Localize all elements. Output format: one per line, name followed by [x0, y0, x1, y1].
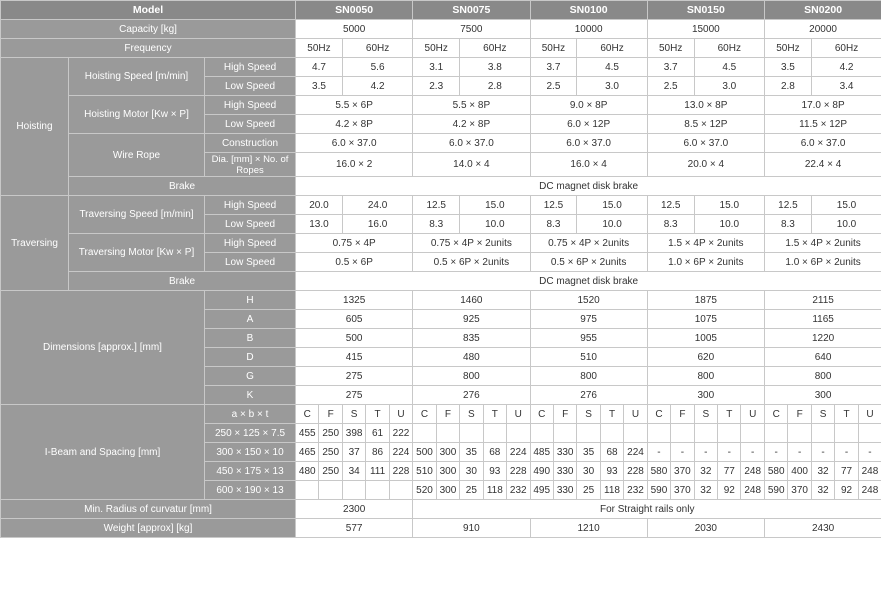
frequency-50hz: 50Hz	[530, 39, 577, 58]
traversing-speed-high-value: 15.0	[460, 196, 530, 215]
traversing-speed-low-value: 8.3	[647, 215, 694, 234]
weight-value: 2030	[647, 519, 764, 538]
ibeam-value: 590	[764, 481, 787, 500]
ibeam-value: 118	[483, 481, 506, 500]
dimension-value: 975	[530, 310, 647, 329]
ibeam-value	[483, 424, 506, 443]
ibeam-col-t: T	[718, 405, 741, 424]
traversing-motor-low-value: 0.5 × 6P	[296, 253, 413, 272]
frequency-50hz: 50Hz	[413, 39, 460, 58]
rope-dia-label: Dia. [mm] × No. of Ropes	[205, 153, 296, 177]
capacity-value: 5000	[296, 20, 413, 39]
weight-value: 577	[296, 519, 413, 538]
hoisting-motor-high-value: 9.0 × 8P	[530, 96, 647, 115]
traversing-speed-high-value: 12.5	[764, 196, 811, 215]
traversing-motor-low-value: 0.5 × 6P × 2units	[530, 253, 647, 272]
hoisting-speed-low-value: 2.5	[530, 77, 577, 96]
ibeam-value: 330	[553, 481, 576, 500]
traversing-motor-high-value: 1.5 × 4P × 2units	[647, 234, 764, 253]
ibeam-value: 500	[413, 443, 436, 462]
ibeam-value: 398	[342, 424, 365, 443]
ibeam-value: -	[718, 443, 741, 462]
ibeam-value: 118	[600, 481, 623, 500]
ibeam-value: 86	[366, 443, 389, 462]
ibeam-value: 248	[741, 462, 764, 481]
ibeam-value	[811, 424, 834, 443]
dimensions-label: Dimensions [approx.] [mm]	[1, 291, 205, 405]
traversing-speed-high-value: 15.0	[577, 196, 647, 215]
ibeam-value	[858, 424, 881, 443]
ibeam-value	[647, 424, 670, 443]
capacity-value: 15000	[647, 20, 764, 39]
ibeam-value: 92	[718, 481, 741, 500]
hoisting-speed-low-value: 3.0	[694, 77, 764, 96]
traversing-motor-low-value: 0.5 × 6P × 2units	[413, 253, 530, 272]
ibeam-value	[600, 424, 623, 443]
ibeam-col-u: U	[858, 405, 881, 424]
ibeam-value: 370	[671, 481, 694, 500]
ibeam-value: 34	[342, 462, 365, 481]
dimension-value: 1875	[647, 291, 764, 310]
ibeam-col-s: S	[694, 405, 717, 424]
ibeam-value: 490	[530, 462, 553, 481]
ibeam-value	[694, 424, 717, 443]
ibeam-value: 590	[647, 481, 670, 500]
hoisting-motor-high-value: 13.0 × 8P	[647, 96, 764, 115]
low-speed-label: Low Speed	[205, 253, 296, 272]
ibeam-value: 250	[319, 443, 342, 462]
ibeam-value: -	[788, 443, 811, 462]
hoisting-motor-high-value: 5.5 × 8P	[413, 96, 530, 115]
traversing-motor-low-value: 1.0 × 6P × 2units	[647, 253, 764, 272]
dimension-value: 2115	[764, 291, 881, 310]
dimension-value: 1520	[530, 291, 647, 310]
ibeam-value	[460, 424, 483, 443]
ibeam-size-label: 250 × 125 × 7.5	[205, 424, 296, 443]
hoisting-speed-low-value: 3.0	[577, 77, 647, 96]
low-speed-label: Low Speed	[205, 215, 296, 234]
hoisting-brake-value: DC magnet disk brake	[296, 177, 881, 196]
ibeam-value: 232	[624, 481, 647, 500]
traversing-brake-label: Brake	[69, 272, 296, 291]
hoisting-speed-high-value: 3.1	[413, 58, 460, 77]
traversing-motor-low-value: 1.0 × 6P × 2units	[764, 253, 881, 272]
traversing-motor-high-value: 0.75 × 4P	[296, 234, 413, 253]
low-speed-label: Low Speed	[205, 77, 296, 96]
ibeam-value: 580	[647, 462, 670, 481]
model-header: Model	[1, 1, 296, 20]
ibeam-value	[764, 424, 787, 443]
ibeam-value: -	[694, 443, 717, 462]
ibeam-value: 77	[835, 462, 858, 481]
hoisting-speed-low-value: 2.5	[647, 77, 694, 96]
ibeam-value: -	[811, 443, 834, 462]
dimension-value: 300	[647, 386, 764, 405]
hoisting-speed-high-value: 3.5	[764, 58, 811, 77]
rope-construction-value: 6.0 × 37.0	[647, 134, 764, 153]
ibeam-value: 30	[577, 462, 600, 481]
ibeam-col-s: S	[577, 405, 600, 424]
hoisting-speed-low-value: 2.8	[460, 77, 530, 96]
dimension-value: 1325	[296, 291, 413, 310]
ibeam-col-s: S	[811, 405, 834, 424]
ibeam-value	[436, 424, 459, 443]
ibeam-value: -	[835, 443, 858, 462]
hoisting-motor-low-value: 6.0 × 12P	[530, 115, 647, 134]
ibeam-value	[507, 424, 530, 443]
ibeam-value: 330	[553, 462, 576, 481]
ibeam-value: 300	[436, 462, 459, 481]
frequency-50hz: 50Hz	[764, 39, 811, 58]
ibeam-value: 480	[296, 462, 319, 481]
ibeam-value	[671, 424, 694, 443]
ibeam-header-label: a × b × t	[205, 405, 296, 424]
traversing-speed-low-value: 10.0	[577, 215, 647, 234]
hoisting-speed-high-value: 3.7	[647, 58, 694, 77]
low-speed-label: Low Speed	[205, 115, 296, 134]
ibeam-value	[342, 481, 365, 500]
dimension-value: 275	[296, 386, 413, 405]
dimension-value: 835	[413, 329, 530, 348]
ibeam-value: 92	[835, 481, 858, 500]
hoisting-speed-low-value: 2.8	[764, 77, 811, 96]
ibeam-value: 248	[741, 481, 764, 500]
ibeam-value: -	[764, 443, 787, 462]
traversing-speed-low-value: 8.3	[764, 215, 811, 234]
ibeam-value	[530, 424, 553, 443]
ibeam-value	[741, 424, 764, 443]
traversing-speed-label: Traversing Speed [m/min]	[69, 196, 205, 234]
frequency-50hz: 50Hz	[296, 39, 343, 58]
hoisting-speed-low-value: 4.2	[342, 77, 412, 96]
ibeam-col-t: T	[600, 405, 623, 424]
frequency-label: Frequency	[1, 39, 296, 58]
ibeam-value	[553, 424, 576, 443]
traversing-motor-label: Traversing Motor [Kw × P]	[69, 234, 205, 272]
hoisting-speed-low-value: 3.5	[296, 77, 343, 96]
dimension-key-d: D	[205, 348, 296, 367]
ibeam-value: 224	[389, 443, 412, 462]
hoisting-speed-high-value: 4.7	[296, 58, 343, 77]
ibeam-value	[624, 424, 647, 443]
ibeam-value	[788, 424, 811, 443]
ibeam-value: 68	[483, 443, 506, 462]
hoisting-speed-high-value: 5.6	[342, 58, 412, 77]
ibeam-value: 77	[718, 462, 741, 481]
hoisting-speed-high-value: 4.2	[811, 58, 881, 77]
ibeam-value: 300	[436, 481, 459, 500]
hoisting-motor-low-value: 11.5 × 12P	[764, 115, 881, 134]
ibeam-col-f: F	[788, 405, 811, 424]
hoisting-motor-label: Hoisting Motor [Kw × P]	[69, 96, 205, 134]
capacity-value: 10000	[530, 20, 647, 39]
dimension-value: 800	[530, 367, 647, 386]
min-radius-value: 2300	[296, 500, 413, 519]
ibeam-value: 232	[507, 481, 530, 500]
dimension-value: 925	[413, 310, 530, 329]
rope-construction-value: 6.0 × 37.0	[296, 134, 413, 153]
dimension-value: 1165	[764, 310, 881, 329]
ibeam-value	[296, 481, 319, 500]
dimension-key-b: B	[205, 329, 296, 348]
ibeam-col-t: T	[835, 405, 858, 424]
ibeam-value	[413, 424, 436, 443]
ibeam-col-u: U	[389, 405, 412, 424]
rope-dia-value: 16.0 × 4	[530, 153, 647, 177]
ibeam-col-u: U	[507, 405, 530, 424]
capacity-value: 7500	[413, 20, 530, 39]
ibeam-value: 93	[600, 462, 623, 481]
dimension-value: 640	[764, 348, 881, 367]
dimension-value: 480	[413, 348, 530, 367]
traversing-speed-low-value: 8.3	[413, 215, 460, 234]
ibeam-value	[718, 424, 741, 443]
ibeam-col-c: C	[764, 405, 787, 424]
ibeam-value	[835, 424, 858, 443]
ibeam-value: 248	[858, 462, 881, 481]
ibeam-col-u: U	[741, 405, 764, 424]
dimension-key-g: G	[205, 367, 296, 386]
hoisting-speed-high-value: 3.7	[530, 58, 577, 77]
dimension-value: 800	[413, 367, 530, 386]
ibeam-col-c: C	[296, 405, 319, 424]
dimension-value: 1460	[413, 291, 530, 310]
traversing-speed-high-value: 12.5	[647, 196, 694, 215]
ibeam-value: 330	[553, 443, 576, 462]
ibeam-value: 370	[671, 462, 694, 481]
ibeam-value: 580	[764, 462, 787, 481]
dimension-value: 500	[296, 329, 413, 348]
high-speed-label: High Speed	[205, 96, 296, 115]
wire-rope-label: Wire Rope	[69, 134, 205, 177]
traversing-brake-value: DC magnet disk brake	[296, 272, 881, 291]
capacity-value: 20000	[764, 20, 881, 39]
ibeam-value: 300	[436, 443, 459, 462]
traversing-speed-high-value: 24.0	[342, 196, 412, 215]
ibeam-label: I-Beam and Spacing [mm]	[1, 405, 205, 500]
traversing-speed-high-value: 12.5	[413, 196, 460, 215]
ibeam-value: 400	[788, 462, 811, 481]
ibeam-value: 35	[577, 443, 600, 462]
weight-value: 1210	[530, 519, 647, 538]
ibeam-col-f: F	[436, 405, 459, 424]
traversing-speed-high-value: 20.0	[296, 196, 343, 215]
ibeam-col-c: C	[530, 405, 553, 424]
ibeam-value: 250	[319, 462, 342, 481]
hoisting-brake-label: Brake	[69, 177, 296, 196]
traversing-speed-high-value: 15.0	[694, 196, 764, 215]
traversing-group-label: Traversing	[1, 196, 69, 291]
hoisting-motor-high-value: 17.0 × 8P	[764, 96, 881, 115]
ibeam-value	[319, 481, 342, 500]
min-radius-note: For Straight rails only	[413, 500, 881, 519]
frequency-60hz: 60Hz	[460, 39, 530, 58]
hoisting-motor-high-value: 5.5 × 6P	[296, 96, 413, 115]
rope-construction-value: 6.0 × 37.0	[764, 134, 881, 153]
dimension-key-a: A	[205, 310, 296, 329]
dimension-value: 510	[530, 348, 647, 367]
dimension-key-h: H	[205, 291, 296, 310]
weight-label: Weight [approx] [kg]	[1, 519, 296, 538]
ibeam-value: 228	[389, 462, 412, 481]
dimension-value: 605	[296, 310, 413, 329]
ibeam-value: 455	[296, 424, 319, 443]
ibeam-value: -	[858, 443, 881, 462]
ibeam-value: 35	[460, 443, 483, 462]
ibeam-value	[389, 481, 412, 500]
ibeam-value: 228	[624, 462, 647, 481]
ibeam-value: 222	[389, 424, 412, 443]
ibeam-col-s: S	[342, 405, 365, 424]
rope-dia-value: 16.0 × 2	[296, 153, 413, 177]
dimension-value: 275	[296, 367, 413, 386]
frequency-60hz: 60Hz	[342, 39, 412, 58]
hoisting-speed-high-value: 4.5	[577, 58, 647, 77]
traversing-motor-high-value: 0.75 × 4P × 2units	[530, 234, 647, 253]
model-sn0100: SN0100	[530, 1, 647, 20]
dimension-value: 800	[647, 367, 764, 386]
rope-dia-value: 22.4 × 4	[764, 153, 881, 177]
construction-label: Construction	[205, 134, 296, 153]
hoisting-motor-low-value: 4.2 × 8P	[413, 115, 530, 134]
ibeam-value	[577, 424, 600, 443]
model-sn0150: SN0150	[647, 1, 764, 20]
ibeam-col-f: F	[319, 405, 342, 424]
traversing-speed-low-value: 10.0	[694, 215, 764, 234]
ibeam-col-t: T	[366, 405, 389, 424]
high-speed-label: High Speed	[205, 58, 296, 77]
ibeam-value: 32	[811, 462, 834, 481]
weight-value: 910	[413, 519, 530, 538]
model-sn0075: SN0075	[413, 1, 530, 20]
dimension-value: 620	[647, 348, 764, 367]
ibeam-value: -	[741, 443, 764, 462]
ibeam-value: 61	[366, 424, 389, 443]
ibeam-value: 32	[694, 462, 717, 481]
traversing-speed-low-value: 10.0	[460, 215, 530, 234]
min-radius-label: Min. Radius of curvatur [mm]	[1, 500, 296, 519]
dimension-value: 1075	[647, 310, 764, 329]
ibeam-value: 93	[483, 462, 506, 481]
ibeam-col-s: S	[460, 405, 483, 424]
traversing-speed-low-value: 8.3	[530, 215, 577, 234]
traversing-motor-high-value: 1.5 × 4P × 2units	[764, 234, 881, 253]
hoisting-group-label: Hoisting	[1, 58, 69, 196]
hoisting-motor-low-value: 4.2 × 8P	[296, 115, 413, 134]
traversing-speed-low-value: 10.0	[811, 215, 881, 234]
frequency-50hz: 50Hz	[647, 39, 694, 58]
dimension-value: 276	[530, 386, 647, 405]
hoisting-speed-high-value: 4.5	[694, 58, 764, 77]
traversing-speed-low-value: 13.0	[296, 215, 343, 234]
ibeam-value: 495	[530, 481, 553, 500]
traversing-motor-high-value: 0.75 × 4P × 2units	[413, 234, 530, 253]
high-speed-label: High Speed	[205, 196, 296, 215]
dimension-value: 276	[413, 386, 530, 405]
ibeam-col-f: F	[671, 405, 694, 424]
model-sn0050: SN0050	[296, 1, 413, 20]
ibeam-col-t: T	[483, 405, 506, 424]
traversing-speed-high-value: 12.5	[530, 196, 577, 215]
ibeam-value: 30	[460, 462, 483, 481]
rope-construction-value: 6.0 × 37.0	[413, 134, 530, 153]
ibeam-value: 111	[366, 462, 389, 481]
high-speed-label: High Speed	[205, 234, 296, 253]
ibeam-value: 520	[413, 481, 436, 500]
ibeam-col-f: F	[553, 405, 576, 424]
ibeam-value: 25	[460, 481, 483, 500]
ibeam-size-label: 600 × 190 × 13	[205, 481, 296, 500]
dimension-value: 415	[296, 348, 413, 367]
ibeam-value: 465	[296, 443, 319, 462]
ibeam-value: 485	[530, 443, 553, 462]
traversing-speed-high-value: 15.0	[811, 196, 881, 215]
ibeam-value: 250	[319, 424, 342, 443]
hoisting-speed-label: Hoisting Speed [m/min]	[69, 58, 205, 96]
hoisting-motor-low-value: 8.5 × 12P	[647, 115, 764, 134]
dimension-value: 955	[530, 329, 647, 348]
ibeam-value: 25	[577, 481, 600, 500]
ibeam-value: 228	[507, 462, 530, 481]
frequency-60hz: 60Hz	[811, 39, 881, 58]
traversing-speed-low-value: 16.0	[342, 215, 412, 234]
frequency-60hz: 60Hz	[577, 39, 647, 58]
ibeam-value: 224	[624, 443, 647, 462]
ibeam-value: 32	[694, 481, 717, 500]
ibeam-size-label: 450 × 175 × 13	[205, 462, 296, 481]
rope-dia-value: 20.0 × 4	[647, 153, 764, 177]
ibeam-value: -	[671, 443, 694, 462]
ibeam-value: 510	[413, 462, 436, 481]
ibeam-col-c: C	[647, 405, 670, 424]
ibeam-value: 370	[788, 481, 811, 500]
ibeam-value: 32	[811, 481, 834, 500]
rope-construction-value: 6.0 × 37.0	[530, 134, 647, 153]
ibeam-value: 68	[600, 443, 623, 462]
hoisting-speed-low-value: 2.3	[413, 77, 460, 96]
dimension-value: 800	[764, 367, 881, 386]
hoisting-speed-high-value: 3.8	[460, 58, 530, 77]
ibeam-col-u: U	[624, 405, 647, 424]
ibeam-value: 224	[507, 443, 530, 462]
dimension-value: 1005	[647, 329, 764, 348]
hoisting-speed-low-value: 3.4	[811, 77, 881, 96]
ibeam-size-label: 300 × 150 × 10	[205, 443, 296, 462]
dimension-key-k: K	[205, 386, 296, 405]
dimension-value: 1220	[764, 329, 881, 348]
model-sn0200: SN0200	[764, 1, 881, 20]
weight-value: 2430	[764, 519, 881, 538]
dimension-value: 300	[764, 386, 881, 405]
rope-dia-value: 14.0 × 4	[413, 153, 530, 177]
ibeam-value: 248	[858, 481, 881, 500]
ibeam-value	[366, 481, 389, 500]
ibeam-value: -	[647, 443, 670, 462]
ibeam-value: 37	[342, 443, 365, 462]
frequency-60hz: 60Hz	[694, 39, 764, 58]
capacity-label: Capacity [kg]	[1, 20, 296, 39]
ibeam-col-c: C	[413, 405, 436, 424]
